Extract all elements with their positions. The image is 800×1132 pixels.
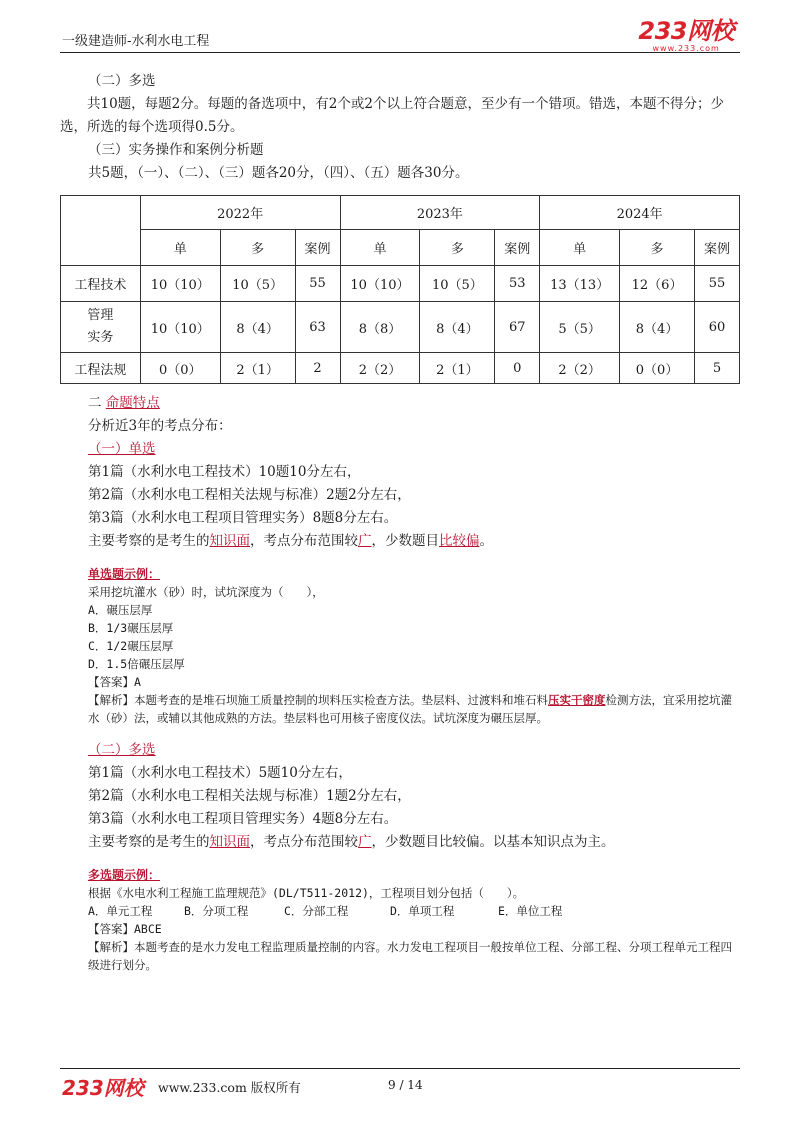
multi-line: 第2篇（水利水电工程相关法规与标准）1题2分左右， xyxy=(88,788,411,804)
logo-sub-text: www.233.com xyxy=(652,44,720,53)
column-header: 单 xyxy=(540,230,620,266)
footer-logo[interactable]: 233网校 xyxy=(62,1076,144,1100)
single-line: 第2篇（水利水电工程相关法规与标准）2题2分左右， xyxy=(88,487,411,503)
example-analysis xyxy=(88,691,740,727)
answer-value: A xyxy=(134,675,141,689)
example-option: B．分项工程 xyxy=(184,904,249,918)
table-cell: 5 xyxy=(695,353,740,384)
single-summary xyxy=(60,530,740,553)
table-row xyxy=(61,302,740,353)
row-label: 工程法规 xyxy=(61,353,141,384)
row-label: 管理 实务 xyxy=(61,302,141,353)
example-analysis xyxy=(88,938,740,974)
example-options-row xyxy=(88,902,740,920)
score-table xyxy=(60,195,740,384)
example-option: A．单元工程 xyxy=(88,904,153,918)
spacer xyxy=(60,854,740,866)
table-cell: 67 xyxy=(495,302,540,353)
table-cell: 2（1） xyxy=(420,353,495,384)
single-example-title: 单选题示例： xyxy=(88,567,161,581)
footer-copyright: www.233.com 版权所有 xyxy=(158,1080,301,1095)
table-cell: 8（8） xyxy=(340,302,420,353)
page-content xyxy=(60,70,740,974)
summary-text: 主要考察的是考生的 xyxy=(88,533,210,549)
summary-text: ，考点分布范围较 xyxy=(250,834,358,850)
analysis-intro: 分析近3年的考点分布： xyxy=(88,418,232,434)
multi-section-heading: （二）多选 xyxy=(88,742,156,758)
table-corner-cell xyxy=(61,196,141,266)
header-title: 一级建造师-水利水电工程 xyxy=(62,34,210,49)
section-prefix: 二 xyxy=(88,395,106,411)
example-option: C．分部工程 xyxy=(284,904,349,918)
multi-line: 第3篇（水利水电工程项目管理实务）4题8分左右。 xyxy=(88,811,398,827)
column-header: 多 xyxy=(220,230,295,266)
column-header: 案例 xyxy=(695,230,740,266)
example-option: B．1/3碾压层厚 xyxy=(88,621,174,635)
answer-value: ABCE xyxy=(134,922,162,936)
analysis-text: 本题考查的是堆石坝施工质量控制的坝料压实检查方法。垫层料、过渡料和堆石料 xyxy=(134,693,548,707)
analysis-text: 检测方法，宜采用挖坑灌水（砂）法，或辅以其他成熟的方法。垫层料也可用核子密度仪法。试坑深度为碾压层厚。 xyxy=(88,693,732,725)
row-label: 工程技术 xyxy=(61,266,141,302)
answer-label: 【答案】 xyxy=(88,675,134,689)
summary-text: 。 xyxy=(479,533,493,549)
table-cell: 2（2） xyxy=(540,353,620,384)
table-cell: 0（0） xyxy=(140,353,220,384)
column-header: 案例 xyxy=(495,230,540,266)
table-row xyxy=(61,353,740,384)
table-cell: 10（5） xyxy=(220,266,295,302)
summary-highlight: 知识面 xyxy=(209,834,250,850)
table-cell: 0 xyxy=(495,353,540,384)
table-cell: 10（10） xyxy=(340,266,420,302)
column-header: 多 xyxy=(420,230,495,266)
example-question: 采用挖坑灌水（砂）时，试坑深度为（ ）， xyxy=(88,585,324,599)
example-answer xyxy=(88,673,740,691)
case-description: 共5题，（一）、（二）、（三）题各20分，（四）、（五）题各30分。 xyxy=(88,165,469,181)
table-cell: 8（4） xyxy=(420,302,495,353)
example-option: E．单位工程 xyxy=(498,904,563,918)
analysis-label: 【解析】 xyxy=(88,693,134,707)
example-option: D．1.5倍碾压层厚 xyxy=(88,657,185,671)
multi-heading: （二）多选 xyxy=(88,73,156,89)
section-title: 命题特点 xyxy=(105,395,160,411)
spacer xyxy=(60,553,740,565)
analysis-label: 【解析】 xyxy=(88,940,134,954)
header-rule xyxy=(60,52,740,53)
brand-logo[interactable] xyxy=(638,18,734,54)
year-header: 2023年 xyxy=(340,196,540,230)
multi-summary xyxy=(60,831,740,854)
multi-line: 第1篇（水利水电工程技术）5题10分左右， xyxy=(88,765,352,781)
single-example xyxy=(60,565,740,727)
column-header: 单 xyxy=(140,230,220,266)
multi-example xyxy=(60,866,740,974)
table-cell: 13（13） xyxy=(540,266,620,302)
example-option: C．1/2碾压层厚 xyxy=(88,639,174,653)
single-line: 第1篇（水利水电工程技术）10题10分左右， xyxy=(88,464,361,480)
table-cell: 0（0） xyxy=(620,353,695,384)
summary-highlight: 比较偏 xyxy=(439,533,480,549)
logo-main-text: 233网校 xyxy=(638,17,734,45)
case-heading: （三）实务操作和案例分析题 xyxy=(88,142,264,158)
column-header: 多 xyxy=(620,230,695,266)
column-header: 案例 xyxy=(295,230,340,266)
table-cell: 60 xyxy=(695,302,740,353)
footer-rule xyxy=(60,1068,740,1069)
section-heading xyxy=(60,392,740,415)
analysis-text: 本题考查的是水力发电工程监理质量控制的内容。水力发电工程项目一般按单位工程、分部工程、分项工程单元工程四级进行划分。 xyxy=(88,940,732,972)
table-cell: 10（10） xyxy=(140,266,220,302)
answer-label: 【答案】 xyxy=(88,922,134,936)
table-cell: 2（1） xyxy=(220,353,295,384)
table-cell: 55 xyxy=(695,266,740,302)
single-heading: （一）单选 xyxy=(88,441,156,457)
example-answer xyxy=(88,920,740,938)
table-cell: 2 xyxy=(295,353,340,384)
table-cell: 12（6） xyxy=(620,266,695,302)
table-cell: 10（5） xyxy=(420,266,495,302)
spacer xyxy=(60,727,740,739)
summary-highlight: 知识面 xyxy=(209,533,250,549)
summary-highlight: 广 xyxy=(358,834,372,850)
summary-text: ，少数题目 xyxy=(371,533,439,549)
summary-text: 主要考察的是考生的 xyxy=(88,834,210,850)
table-cell: 5（5） xyxy=(540,302,620,353)
example-option: A．碾压层厚 xyxy=(88,603,153,617)
year-header: 2024年 xyxy=(540,196,740,230)
summary-highlight: 广 xyxy=(358,533,372,549)
single-line: 第3篇（水利水电工程项目管理实务）8题8分左右。 xyxy=(88,510,398,526)
summary-text: ，少数题目比较偏。以基本知识点为主。 xyxy=(371,834,615,850)
analysis-highlight: 压实干密度 xyxy=(548,693,606,707)
table-cell: 53 xyxy=(495,266,540,302)
multi-description: 共10题，每题2分。每题的备选项中，有2个或2个以上符合题意，至少有一个错项。错选，本题不得分；少选，所选的每个选项得0.5分。 xyxy=(60,96,724,135)
year-header: 2022年 xyxy=(140,196,340,230)
example-option: D．单项工程 xyxy=(390,904,455,918)
summary-text: ，考点分布范围较 xyxy=(250,533,358,549)
table-cell: 2（2） xyxy=(340,353,420,384)
table-cell: 10（10） xyxy=(140,302,220,353)
table-cell: 63 xyxy=(295,302,340,353)
page-number: 9 / 14 xyxy=(388,1078,423,1092)
example-question: 根据《水电水利工程施工监理规范》(DL/T511-2012)，工程项目划分包括（ ）。 xyxy=(88,886,525,900)
table-row xyxy=(61,266,740,302)
table-cell: 8（4） xyxy=(620,302,695,353)
table-cell: 8（4） xyxy=(220,302,295,353)
column-header: 单 xyxy=(340,230,420,266)
table-cell: 55 xyxy=(295,266,340,302)
multi-example-title: 多选题示例： xyxy=(88,868,161,882)
